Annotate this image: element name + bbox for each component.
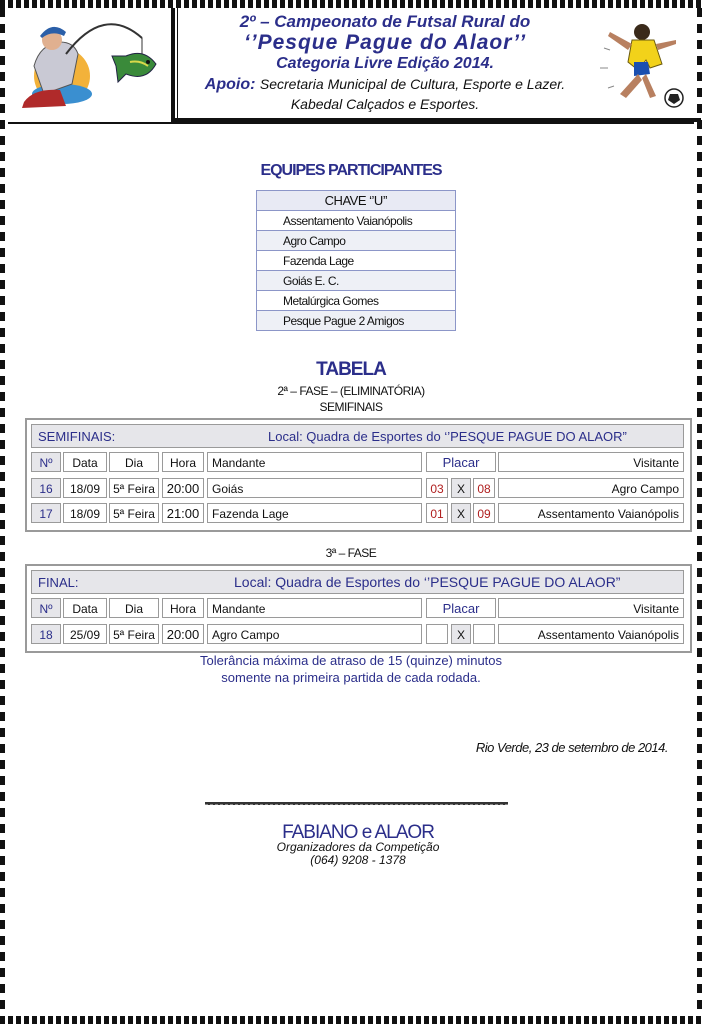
fisherman-logo <box>14 10 169 118</box>
col-header-time: Hora <box>162 452 204 472</box>
match-date: 18/09 <box>63 503 107 523</box>
match-number: 17 <box>31 503 61 523</box>
col-header-time: Hora <box>162 598 204 618</box>
header-divider <box>171 8 175 120</box>
match-date: 25/09 <box>63 624 107 644</box>
semifinals-table <box>25 418 692 532</box>
organizer-phone: (064) 9208 - 1378 <box>310 853 406 867</box>
championship-name: ‘’Pesque Pague do Alaor’’ <box>243 31 527 54</box>
match-away-score <box>473 624 495 644</box>
match-home-score: 03 <box>426 478 448 498</box>
match-away-team: Agro Campo <box>498 478 684 498</box>
tolerance-note <box>0 652 702 686</box>
border-bottom <box>0 1016 702 1024</box>
tabela-title: TABELA <box>316 359 386 380</box>
semifinals-label: SEMIFINAIS <box>319 400 383 414</box>
match-versus: X <box>451 624 471 644</box>
match-home-team: Fazenda Lage <box>207 503 422 523</box>
col-header-number: Nº <box>31 452 61 472</box>
semifinals-location: Local: Quadra de Esportes do ‘’PESQUE PAGUE DO ALAOR” <box>268 429 627 444</box>
final-bar <box>31 570 684 594</box>
phase2-label: 2ª – FASE – (ELIMINATÓRIA) <box>277 384 425 398</box>
team-item: Assentamento Vaianópolis <box>257 211 456 231</box>
team-item: Fazenda Lage <box>257 251 456 271</box>
final-location: Local: Quadra de Esportes do ‘’PESQUE PAGUE DO ALAOR” <box>234 574 621 590</box>
group-header: CHAVE ‘’U’’ <box>257 191 456 211</box>
match-day: 5ª Feira <box>109 478 159 498</box>
match-home-team: Goiás <box>207 478 422 498</box>
soccer-player-illustration <box>594 18 692 112</box>
teams-title: EQUIPES PARTICIPANTES <box>260 162 442 179</box>
header-divider-thin <box>177 8 178 120</box>
support-text: Secretaria Municipal de Cultura, Esporte e Lazer. <box>259 76 566 92</box>
col-header-number: Nº <box>31 598 61 618</box>
header <box>8 8 694 124</box>
tolerance-note-line2: somente na primeira partida de cada rodada. <box>221 670 481 685</box>
col-header-away: Visitante <box>498 598 684 618</box>
match-home-team: Agro Campo <box>207 624 422 644</box>
tolerance-note-line1: Tolerância máxima de atraso de 15 (quinze) minutos <box>199 653 503 668</box>
col-header-date: Data <box>63 452 107 472</box>
team-item: Goiás E. C. <box>257 271 456 291</box>
match-number: 16 <box>31 478 61 498</box>
championship-category: Categoria Livre Edição 2014. <box>276 55 494 72</box>
match-day: 5ª Feira <box>109 624 159 644</box>
signature-line <box>205 802 508 805</box>
sponsor-line: Kabedal Calçados e Esportes. <box>290 96 480 112</box>
team-item: Agro Campo <box>257 231 456 251</box>
match-number: 18 <box>31 624 61 644</box>
col-header-score: Placar <box>426 598 496 618</box>
support-label: Apoio: <box>204 76 256 93</box>
teams-table <box>256 190 456 331</box>
match-versus: X <box>451 503 471 523</box>
date-line: Rio Verde, 23 de setembro de 2014. <box>475 740 668 755</box>
col-header-day: Dia <box>109 598 159 618</box>
team-item: Pesque Pague 2 Amigos <box>257 311 456 331</box>
match-time: 20:00 <box>162 478 204 498</box>
support-line <box>180 74 590 95</box>
col-header-day: Dia <box>109 452 159 472</box>
match-home-score <box>426 624 448 644</box>
championship-title: 2º – Campeonato de Futsal Rural do <box>239 12 531 31</box>
col-header-score: Placar <box>426 452 496 472</box>
match-away-score: 08 <box>473 478 495 498</box>
col-header-away: Visitante <box>498 452 684 472</box>
header-rule-thin <box>8 122 694 124</box>
col-header-home: Mandante <box>207 452 422 472</box>
match-versus: X <box>451 478 471 498</box>
header-text <box>180 12 590 113</box>
match-away-team: Assentamento Vaianópolis <box>498 624 684 644</box>
organizer-role: Organizadores da Competição <box>276 840 440 854</box>
match-time: 21:00 <box>162 503 204 523</box>
final-bar-label: FINAL: <box>38 575 79 590</box>
phase3-label: 3ª – FASE <box>325 546 377 560</box>
final-table <box>25 564 692 653</box>
semifinals-bar-label: SEMIFINAIS: <box>38 429 116 444</box>
border-top <box>0 0 702 8</box>
match-time: 20:00 <box>162 624 204 644</box>
organizer-names: FABIANO e ALAOR <box>282 822 434 843</box>
match-home-score: 01 <box>426 503 448 523</box>
team-item: Metalúrgica Gomes <box>257 291 456 311</box>
match-away-team: Assentamento Vaianópolis <box>498 503 684 523</box>
match-date: 18/09 <box>63 478 107 498</box>
col-header-home: Mandante <box>207 598 422 618</box>
match-away-score: 09 <box>473 503 495 523</box>
semifinals-bar <box>31 424 684 448</box>
match-day: 5ª Feira <box>109 503 159 523</box>
col-header-date: Data <box>63 598 107 618</box>
